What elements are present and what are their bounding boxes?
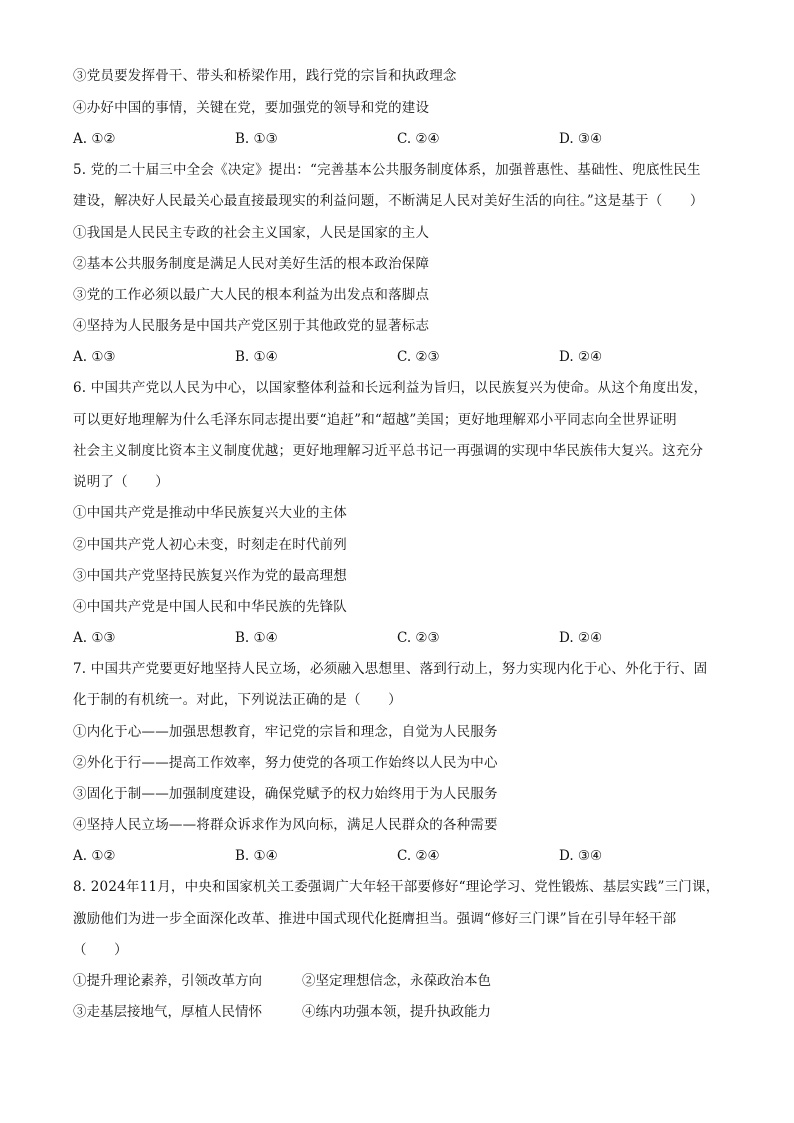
q6-item-4: ④中国共产党是中国人民和中华民族的先锋队 (73, 599, 347, 615)
q7-option-c[interactable]: C. ②④ (397, 848, 440, 864)
q5-option-a[interactable]: A. ①③ (73, 349, 116, 365)
q8-item-3: ③走基层接地气，厚植人民情怀 (73, 1004, 262, 1020)
q7-options (73, 846, 733, 866)
q6-option-d[interactable]: D. ②④ (559, 630, 603, 646)
q7-option-d[interactable]: D. ③④ (559, 848, 603, 864)
q7-option-b[interactable]: B. ①④ (235, 848, 278, 864)
q8-item-2: ②坚定理想信念，永葆政治本色 (302, 973, 491, 989)
q7-item-4: ④坚持人民立场——将群众诉求作为风向标，满足人民群众的各种需要 (73, 817, 498, 833)
q6-stem-line-4: 说明了（ ） (73, 474, 169, 490)
q8-items-row-1 (73, 971, 733, 991)
q5-item-1: ①我国是人民民主专政的社会主义国家，人民是国家的主人 (73, 225, 430, 241)
q7-item-3: ③固化于制——加强制度建设，确保党赋予的权力始终用于为人民服务 (73, 786, 498, 802)
q5-item-2: ②基本公共服务制度是满足人民对美好生活的根本政治保障 (73, 256, 430, 272)
q4-option-b[interactable]: B. ①③ (235, 131, 278, 147)
q5-option-d[interactable]: D. ②④ (559, 349, 603, 365)
q6-item-1: ①中国共产党是推动中华民族复兴大业的主体 (73, 505, 347, 521)
q4-options (73, 129, 733, 149)
q8-stem-line-1: 8. 2024年11月，中央和国家机关工委强调广大年轻干部要修好“理论学习、党性锻炼、基层实践”三门课， (73, 879, 720, 895)
q5-options (73, 347, 733, 367)
q4-item-4: ④办好中国的事情，关键在党，要加强党的领导和党的建设 (73, 100, 430, 116)
q8-item-1: ①提升理论素养，引领改革方向 (73, 973, 262, 989)
q6-option-c[interactable]: C. ②③ (397, 630, 440, 646)
q6-stem-line-3: 社会主义制度比资本主义制度优越；更好地理解习近平总书记一再强调的实现中华民族伟大复兴。这充分 (73, 443, 704, 459)
q4-option-c[interactable]: C. ②④ (397, 131, 440, 147)
q6-option-a[interactable]: A. ①③ (73, 630, 116, 646)
q7-option-a[interactable]: A. ①② (73, 848, 116, 864)
q6-options (73, 628, 733, 648)
q7-item-1: ①内化于心——加强思想教育，牢记党的宗旨和理念，自觉为人民服务 (73, 724, 498, 740)
q4-item-3: ③党员要发挥骨干、带头和桥梁作用，践行党的宗旨和执政理念 (73, 68, 457, 84)
q8-stem-line-3: （ ） (73, 942, 128, 958)
q7-item-2: ②外化于行——提高工作效率，努力使党的各项工作始终以人民为中心 (73, 755, 498, 771)
q7-stem-line-1: 7. 中国共产党要更好地坚持人民立场，必须融入思想里、落到行动上，努力实现内化于心、外化于行、固 (73, 661, 708, 677)
q6-option-b[interactable]: B. ①④ (235, 630, 278, 646)
q6-item-2: ②中国共产党人初心未变，时刻走在时代前列 (73, 537, 347, 553)
q4-option-d[interactable]: D. ③④ (559, 131, 603, 147)
q5-stem-line-1: 5. 党的二十届三中全会《决定》提出：“完善基本公共服务制度体系，加强普惠性、基础性、兜底性民生 (73, 162, 701, 178)
q5-item-4: ④坚持为人民服务是中国共产党区别于其他政党的显著标志 (73, 318, 430, 334)
q6-stem-line-1: 6. 中国共产党以人民为中心，以国家整体利益和长远利益为旨归，以民族复兴为使命。从这个角度出发， (73, 380, 708, 396)
q8-item-4: ④练内功强本领，提升执政能力 (302, 1004, 491, 1020)
q5-option-b[interactable]: B. ①④ (235, 349, 278, 365)
q4-option-a[interactable]: A. ①② (73, 131, 116, 147)
q7-stem-line-2: 化于制的有机统一。对此，下列说法正确的是（ ） (73, 692, 402, 708)
q8-stem-line-2: 激励他们为进一步全面深化改革、推进中国式现代化挺膺担当。强调“修好三门课”旨在引导年轻干部 (73, 911, 677, 927)
q6-stem-line-2: 可以更好地理解为什么毛泽东同志提出要“追赶”和“超越”美国；更好地理解邓小平同志向全世界证明 (73, 412, 677, 428)
q6-item-3: ③中国共产党坚持民族复兴作为党的最高理想 (73, 568, 347, 584)
q5-item-3: ③党的工作必须以最广大人民的根本利益为出发点和落脚点 (73, 287, 430, 303)
q8-items-row-2 (73, 1002, 733, 1022)
q5-option-c[interactable]: C. ②③ (397, 349, 440, 365)
q5-stem-line-2: 建设，解决好人民最关心最直接最现实的利益问题，不断满足人民对美好生活的向往。”这是基于（ ） (73, 193, 704, 209)
